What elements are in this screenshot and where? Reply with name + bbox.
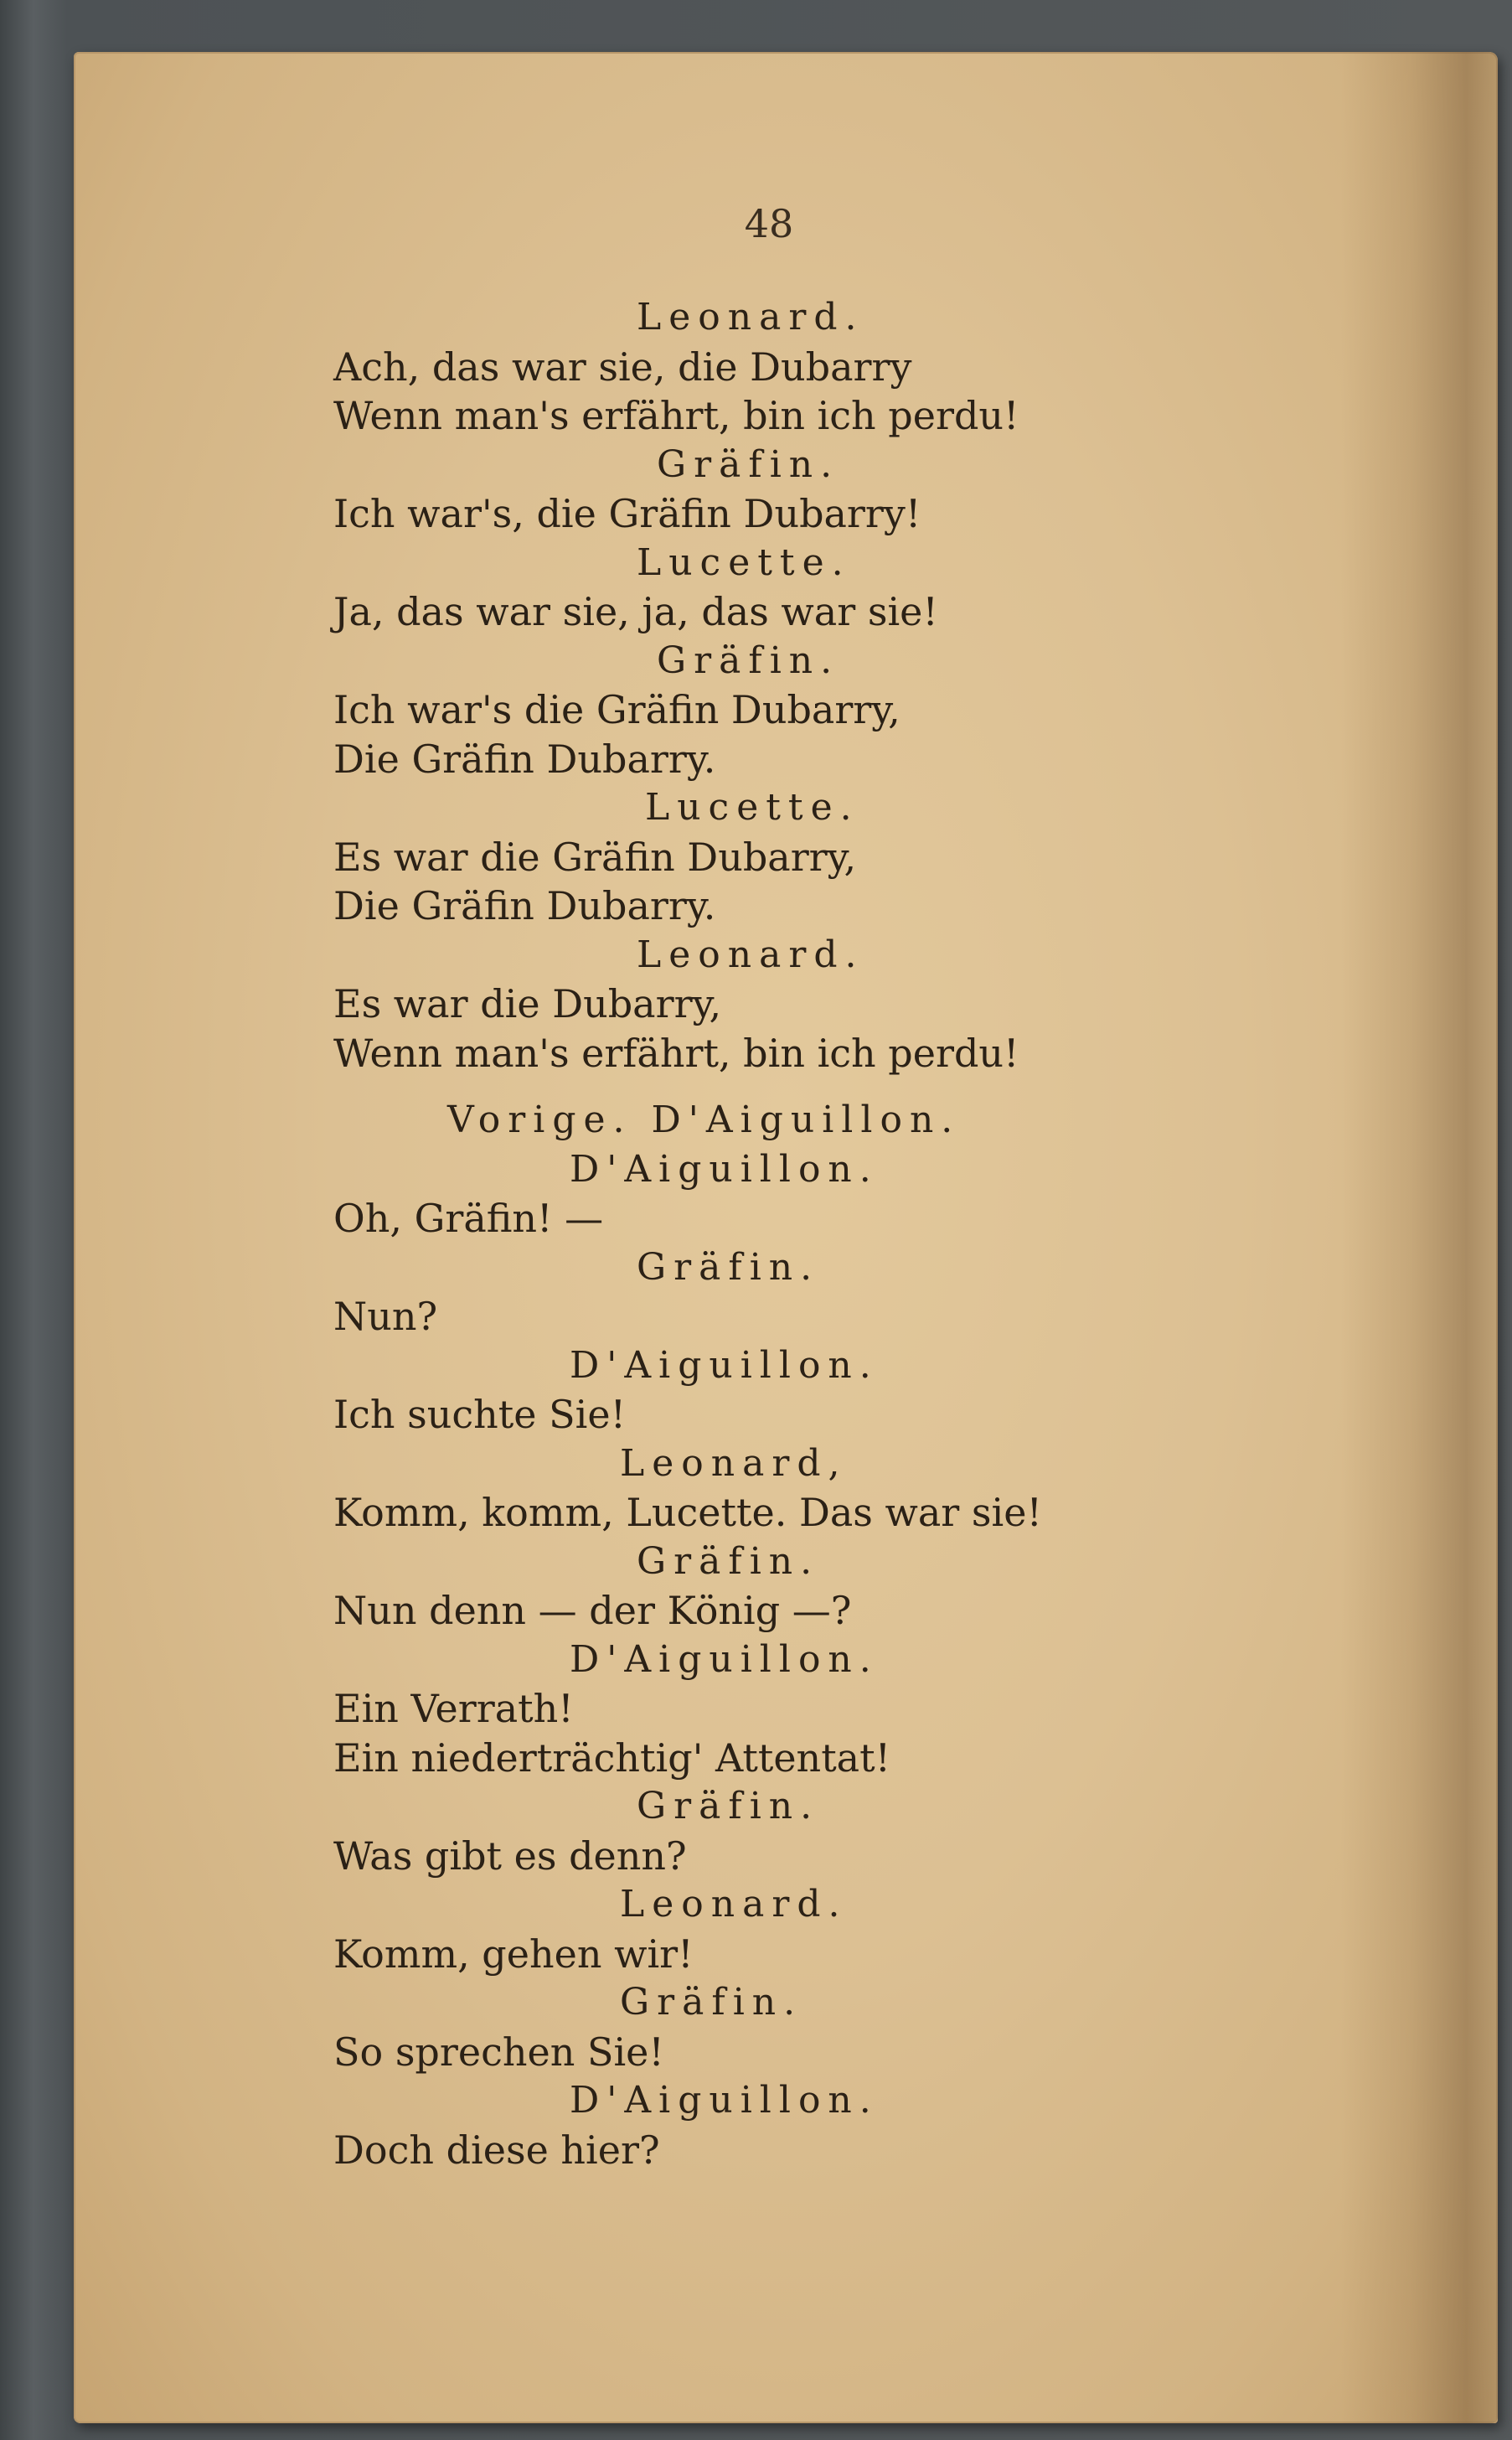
speaker-name: Leonard. bbox=[620, 1883, 848, 1926]
speaker-name: Gräfin. bbox=[657, 442, 840, 486]
speaker-name: Gräfin. bbox=[620, 1981, 803, 2024]
verse-line: Nun? bbox=[333, 1294, 438, 1339]
speaker-name: Vorige. D'Aiguillon. bbox=[447, 1099, 961, 1141]
speaker-name: D'Aiguillon. bbox=[570, 1147, 879, 1191]
page-edge-shadow bbox=[1340, 52, 1498, 2423]
speaker-name: D'Aiguillon. bbox=[570, 1343, 879, 1387]
speaker-name: Gräfin. bbox=[637, 1245, 820, 1289]
speaker-name: Leonard. bbox=[637, 933, 864, 976]
verse-line: So sprechen Sie! bbox=[333, 2029, 664, 2075]
verse-line: Es war die Gräfin Dubarry, bbox=[333, 834, 857, 880]
speaker-name: Gräfin. bbox=[637, 1539, 820, 1583]
speaker-name: Gräfin. bbox=[657, 638, 840, 682]
verse-line: Komm, gehen wir! bbox=[333, 1931, 694, 1977]
speaker-name: Leonard. bbox=[637, 296, 864, 339]
verse-line: Ich war's, die Gräfin Dubarry! bbox=[333, 491, 921, 536]
verse-line: Doch diese hier? bbox=[333, 2127, 660, 2173]
verse-line: Die Gräfin Dubarry. bbox=[333, 883, 716, 928]
verse-line: Ein Verrath! bbox=[333, 1686, 574, 1731]
speaker-name: Leonard, bbox=[620, 1441, 848, 1485]
verse-line: Ach, das war sie, die Dubarry bbox=[333, 344, 912, 390]
speaker-name: Lucette. bbox=[637, 540, 851, 584]
page-number: 48 bbox=[744, 201, 794, 246]
verse-line: Es war die Dubarry, bbox=[333, 981, 722, 1026]
verse-line: Nun denn — der König —? bbox=[333, 1588, 852, 1633]
verse-line: Ein niederträchtig' Attentat! bbox=[333, 1734, 891, 1781]
verse-line: Wenn man's erfährt, bin ich perdu! bbox=[333, 393, 1019, 438]
verse-line: Was gibt es denn? bbox=[333, 1833, 687, 1879]
verse-line: Wenn man's erfährt, bin ich perdu! bbox=[333, 1030, 1019, 1076]
speaker-name: Gräfin. bbox=[637, 1785, 820, 1827]
verse-line: Oh, Gräfin! — bbox=[333, 1196, 604, 1241]
verse-line: Ich war's die Gräfin Dubarry, bbox=[333, 687, 900, 732]
play-text bbox=[333, 293, 1171, 2174]
verse-line: Komm, komm, Lucette. Das war sie! bbox=[333, 1490, 1042, 1535]
verse-line: Ich suchte Sie! bbox=[333, 1392, 627, 1437]
speaker-name: D'Aiguillon. bbox=[570, 1637, 879, 1681]
verse-line: Ja, das war sie, ja, das war sie! bbox=[333, 589, 938, 634]
speaker-name: D'Aiguillon. bbox=[570, 2079, 879, 2122]
verse-line: Die Gräfin Dubarry. bbox=[333, 736, 716, 782]
speaker-name: Lucette. bbox=[645, 786, 859, 829]
